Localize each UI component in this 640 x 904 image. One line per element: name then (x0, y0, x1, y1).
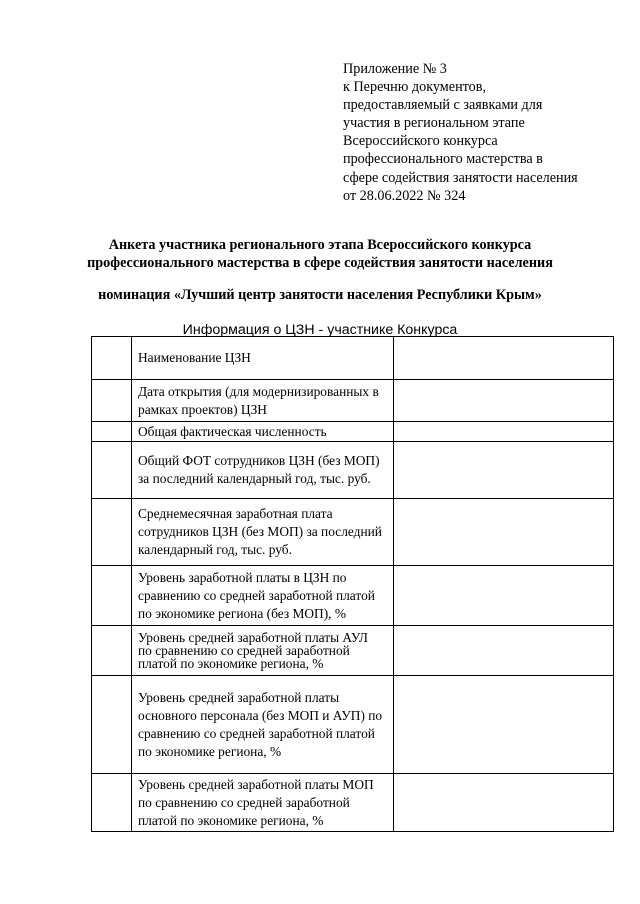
row-number-cell (92, 337, 132, 380)
table-row (92, 626, 614, 676)
questionnaire-title (0, 236, 640, 272)
appendix-line: участия в региональном этапе (343, 115, 525, 132)
row-label-line: Общая фактическая численность (138, 423, 327, 439)
row-value-cell[interactable] (394, 774, 614, 832)
row-label-line: рамках проектов) ЦЗН (138, 401, 267, 417)
title-line: Анкета участника регионального этапа Всероссийского конкурса (108, 237, 532, 253)
row-number-cell (92, 499, 132, 566)
table-row (92, 499, 614, 566)
row-label-line: Уровень заработной платы в ЦЗН по (138, 569, 347, 585)
row-label-cell (132, 422, 394, 442)
table-row (92, 774, 614, 832)
row-label-line: Общий ФОТ сотрудников ЦЗН (без МОП) (138, 453, 380, 468)
row-label-line: Дата открытия (для модернизированных в (138, 383, 379, 399)
row-number-cell (92, 442, 132, 499)
appendix-line: профессионального мастерства в (343, 151, 543, 168)
table-row (92, 337, 614, 380)
row-label-cell (132, 499, 394, 566)
row-value-cell[interactable] (394, 566, 614, 626)
row-number-cell (92, 566, 132, 626)
appendix-note (343, 60, 613, 205)
table-row (92, 380, 614, 422)
row-label-cell (132, 380, 394, 422)
row-number-cell (92, 774, 132, 832)
row-label-line: платой по экономике региона, % (138, 812, 324, 828)
row-label-cell (132, 626, 394, 676)
row-number-cell (92, 676, 132, 774)
row-value-cell[interactable] (394, 442, 614, 499)
row-label-cell (132, 566, 394, 626)
row-label-cell (132, 774, 394, 832)
row-label-cell (132, 676, 394, 774)
row-label-line: по сравнению со средней заработной (138, 643, 350, 658)
row-value-cell[interactable] (394, 626, 614, 676)
row-number-cell (92, 380, 132, 422)
row-value-cell[interactable] (394, 380, 614, 422)
info-table (91, 336, 614, 832)
row-label-line: Среднемесячная заработная плата (138, 506, 333, 521)
row-label-line: сравнению со средней заработной платой (138, 725, 375, 741)
row-value-cell[interactable] (394, 422, 614, 442)
row-label-line: сотрудников ЦЗН (без МОП) за последний (138, 524, 382, 539)
row-value-cell[interactable] (394, 499, 614, 566)
row-label-line: календарный год, тыс. руб. (138, 542, 292, 557)
row-label-cell (132, 442, 394, 499)
row-value-cell[interactable] (394, 337, 614, 380)
appendix-line: Всероссийского конкурса (343, 133, 498, 150)
row-value-cell[interactable] (394, 676, 614, 774)
appendix-line: Приложение № 3 (343, 61, 447, 77)
row-label-line: Наименование ЦЗН (138, 350, 251, 365)
table-row (92, 422, 614, 442)
appendix-line: от 28.06.2022 № 324 (343, 187, 466, 204)
row-label-line: Уровень средней заработной платы МОП (138, 776, 374, 792)
appendix-line: предоставляемый с заявками для (343, 97, 543, 114)
table-caption: Информация о ЦЗН - участнике Конкурса (182, 322, 458, 338)
row-label-line: по экономике региона (без МОП), % (138, 605, 347, 621)
nomination-heading: номинация «Лучший центр занятости населения Республики Крым» (98, 287, 542, 303)
row-label-line: платой по экономике региона, % (138, 656, 324, 671)
row-label-line: по сравнению со средней заработной (138, 794, 350, 810)
table-row (92, 676, 614, 774)
table-row (92, 442, 614, 499)
row-label-line: Уровень средней заработной платы (138, 689, 340, 705)
row-label-line: Уровень средней заработной платы АУЛ (138, 630, 368, 645)
appendix-line: сфере содействия занятости населения (343, 169, 578, 186)
row-label-line: сравнению со средней заработной платой (138, 587, 375, 603)
table-row (92, 566, 614, 626)
title-line: профессионального мастерства в сфере содействия занятости населения (87, 255, 553, 271)
row-label-cell (132, 337, 394, 380)
row-number-cell (92, 626, 132, 676)
row-label-line: по экономике региона, % (138, 743, 282, 759)
row-label-line: основного персонала (без МОП и АУП) по (138, 707, 383, 723)
row-label-line: за последний календарный год, тыс. руб. (138, 471, 371, 486)
appendix-line: к Перечню документов, (343, 79, 487, 96)
row-number-cell (92, 422, 132, 442)
